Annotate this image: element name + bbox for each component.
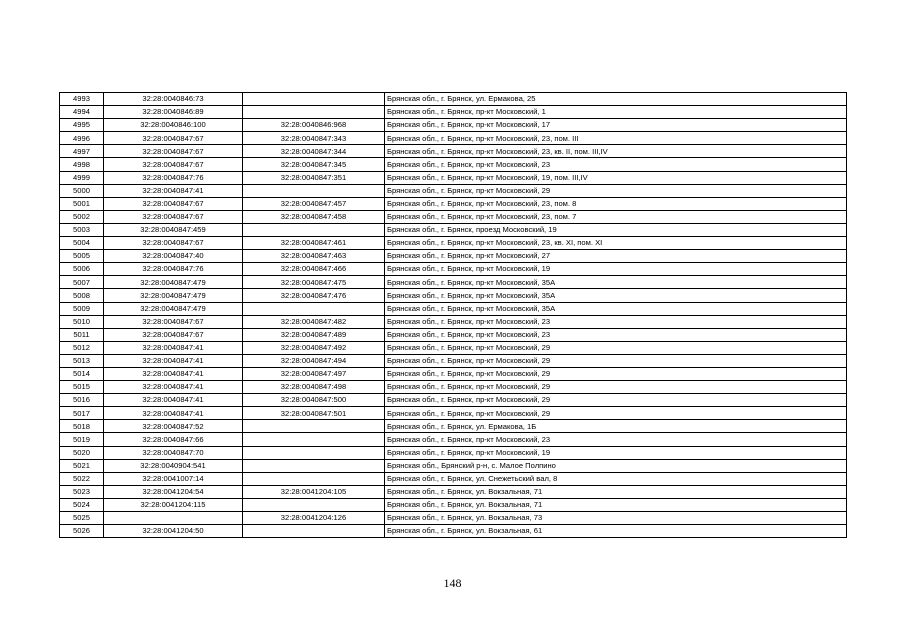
premises-cadastral-number-cell <box>243 472 385 485</box>
row-number-cell: 5009 <box>60 302 104 315</box>
row-number-cell: 4999 <box>60 171 104 184</box>
premises-cadastral-number-cell <box>243 420 385 433</box>
address-cell: Брянская обл., г. Брянск, пр-кт Московский, 19 <box>385 263 847 276</box>
premises-cadastral-number-cell <box>243 184 385 197</box>
cadastral-number-cell: 32:28:0040847:67 <box>104 145 243 158</box>
cadastral-number-cell: 32:28:0040847:479 <box>104 276 243 289</box>
address-cell: Брянская обл., г. Брянск, пр-кт Московский, 23 <box>385 433 847 446</box>
address-cell: Брянская обл., г. Брянск, пр-кт Московский, 23, кв. II, пом. III,IV <box>385 145 847 158</box>
address-cell: Брянская обл., г. Брянск, пр-кт Московский, 19, пом. III,IV <box>385 171 847 184</box>
registry-table-body <box>60 93 847 538</box>
table-row <box>60 485 847 498</box>
premises-cadastral-number-cell <box>243 459 385 472</box>
cadastral-number-cell: 32:28:0040847:76 <box>104 263 243 276</box>
premises-cadastral-number-cell: 32:28:0040847:343 <box>243 132 385 145</box>
table-row <box>60 354 847 367</box>
table-row <box>60 197 847 210</box>
table-row <box>60 512 847 525</box>
cadastral-number-cell: 32:28:0040847:479 <box>104 302 243 315</box>
row-number-cell: 5013 <box>60 354 104 367</box>
row-number-cell: 5008 <box>60 289 104 302</box>
row-number-cell: 5019 <box>60 433 104 446</box>
address-cell: Брянская обл., г. Брянск, ул. Снежетьский вал, 8 <box>385 472 847 485</box>
table-row <box>60 328 847 341</box>
address-cell: Брянская обл., г. Брянск, ул. Ермакова, 1Б <box>385 420 847 433</box>
row-number-cell: 5022 <box>60 472 104 485</box>
premises-cadastral-number-cell: 32:28:0040847:501 <box>243 407 385 420</box>
table-row <box>60 289 847 302</box>
row-number-cell: 5005 <box>60 250 104 263</box>
address-cell: Брянская обл., г. Брянск, пр-кт Московский, 23, пом. III <box>385 132 847 145</box>
row-number-cell: 5025 <box>60 512 104 525</box>
cadastral-number-cell: 32:28:0040847:459 <box>104 223 243 236</box>
cadastral-number-cell: 32:28:0040847:41 <box>104 407 243 420</box>
row-number-cell: 5000 <box>60 184 104 197</box>
row-number-cell: 5024 <box>60 498 104 511</box>
address-cell: Брянская обл., г. Брянск, пр-кт Московский, 35А <box>385 289 847 302</box>
page-number: 148 <box>443 576 462 590</box>
table-row <box>60 276 847 289</box>
cadastral-number-cell: 32:28:0040847:67 <box>104 158 243 171</box>
premises-cadastral-number-cell: 32:28:0040847:497 <box>243 367 385 380</box>
premises-cadastral-number-cell: 32:28:0040847:476 <box>243 289 385 302</box>
address-cell: Брянская обл., г. Брянск, пр-кт Московский, 19 <box>385 446 847 459</box>
address-cell: Брянская обл., г. Брянск, ул. Вокзальная, 71 <box>385 498 847 511</box>
cadastral-number-cell: 32:28:0040847:40 <box>104 250 243 263</box>
cadastral-number-cell: 32:28:0040846:89 <box>104 106 243 119</box>
cadastral-number-cell: 32:28:0040847:52 <box>104 420 243 433</box>
premises-cadastral-number-cell: 32:28:0040847:482 <box>243 315 385 328</box>
table-row <box>60 119 847 132</box>
row-number-cell: 5016 <box>60 394 104 407</box>
row-number-cell: 5007 <box>60 276 104 289</box>
table-row <box>60 171 847 184</box>
cadastral-number-cell: 32:28:0040847:41 <box>104 367 243 380</box>
premises-cadastral-number-cell: 32:28:0041204:105 <box>243 485 385 498</box>
cadastral-number-cell: 32:28:0040847:41 <box>104 394 243 407</box>
premises-cadastral-number-cell: 32:28:0040847:457 <box>243 197 385 210</box>
table-row <box>60 341 847 354</box>
table-row <box>60 184 847 197</box>
table-row <box>60 433 847 446</box>
cadastral-number-cell: 32:28:0040847:41 <box>104 381 243 394</box>
cadastral-number-cell: 32:28:0040847:41 <box>104 354 243 367</box>
premises-cadastral-number-cell: 32:28:0040847:475 <box>243 276 385 289</box>
premises-cadastral-number-cell <box>243 223 385 236</box>
premises-cadastral-number-cell <box>243 498 385 511</box>
address-cell: Брянская обл., г. Брянск, ул. Вокзальная, 71 <box>385 485 847 498</box>
premises-cadastral-number-cell <box>243 106 385 119</box>
premises-cadastral-number-cell: 32:28:0040847:489 <box>243 328 385 341</box>
premises-cadastral-number-cell: 32:28:0040846:968 <box>243 119 385 132</box>
row-number-cell: 4996 <box>60 132 104 145</box>
address-cell: Брянская обл., г. Брянск, пр-кт Московский, 17 <box>385 119 847 132</box>
row-number-cell: 5003 <box>60 223 104 236</box>
cadastral-number-cell: 32:28:0040847:67 <box>104 328 243 341</box>
address-cell: Брянская обл., г. Брянск, пр-кт Московский, 35А <box>385 276 847 289</box>
address-cell: Брянская обл., г. Брянск, проезд Московский, 19 <box>385 223 847 236</box>
cadastral-number-cell: 32:28:0040847:76 <box>104 171 243 184</box>
address-cell: Брянская обл., г. Брянск, пр-кт Московский, 29 <box>385 381 847 394</box>
address-cell: Брянская обл., г. Брянск, пр-кт Московский, 1 <box>385 106 847 119</box>
address-cell: Брянская обл., г. Брянск, пр-кт Московский, 29 <box>385 407 847 420</box>
premises-cadastral-number-cell: 32:28:0040847:345 <box>243 158 385 171</box>
table-row <box>60 472 847 485</box>
row-number-cell: 5012 <box>60 341 104 354</box>
premises-cadastral-number-cell: 32:28:0040847:498 <box>243 381 385 394</box>
address-cell: Брянская обл., г. Брянск, пр-кт Московский, 23, кв. XI, пом. XI <box>385 237 847 250</box>
row-number-cell: 5010 <box>60 315 104 328</box>
cadastral-number-cell: 32:28:0040847:479 <box>104 289 243 302</box>
row-number-cell: 5023 <box>60 485 104 498</box>
address-cell: Брянская обл., г. Брянск, пр-кт Московский, 29 <box>385 341 847 354</box>
row-number-cell: 5018 <box>60 420 104 433</box>
table-row <box>60 315 847 328</box>
address-cell: Брянская обл., Брянский р-н, с. Малое Полпино <box>385 459 847 472</box>
table-row <box>60 420 847 433</box>
row-number-cell: 5001 <box>60 197 104 210</box>
premises-cadastral-number-cell: 32:28:0040847:494 <box>243 354 385 367</box>
address-cell: Брянская обл., г. Брянск, ул. Ермакова, 25 <box>385 93 847 106</box>
cadastral-number-cell: 32:28:0040847:66 <box>104 433 243 446</box>
row-number-cell: 5020 <box>60 446 104 459</box>
table-row <box>60 210 847 223</box>
address-cell: Брянская обл., г. Брянск, ул. Вокзальная, 61 <box>385 525 847 538</box>
premises-cadastral-number-cell: 32:28:0040847:500 <box>243 394 385 407</box>
cadastral-number-cell: 32:28:0041204:115 <box>104 498 243 511</box>
cadastral-number-cell: 32:28:0040846:100 <box>104 119 243 132</box>
table-row <box>60 302 847 315</box>
address-cell: Брянская обл., г. Брянск, пр-кт Московский, 29 <box>385 354 847 367</box>
cadastral-number-cell: 32:28:0040847:41 <box>104 184 243 197</box>
premises-cadastral-number-cell <box>243 433 385 446</box>
premises-cadastral-number-cell <box>243 446 385 459</box>
cadastral-number-cell: 32:28:0040847:67 <box>104 210 243 223</box>
address-cell: Брянская обл., г. Брянск, пр-кт Московский, 23, пом. 8 <box>385 197 847 210</box>
premises-cadastral-number-cell <box>243 93 385 106</box>
table-row <box>60 132 847 145</box>
table-row <box>60 367 847 380</box>
cadastral-number-cell: 32:28:0040847:67 <box>104 315 243 328</box>
premises-cadastral-number-cell: 32:28:0041204:126 <box>243 512 385 525</box>
row-number-cell: 4995 <box>60 119 104 132</box>
cadastral-number-cell: 32:28:0041204:54 <box>104 485 243 498</box>
cadastral-number-cell: 32:28:0040847:67 <box>104 237 243 250</box>
row-number-cell: 5026 <box>60 525 104 538</box>
cadastral-number-cell: 32:28:0040847:67 <box>104 132 243 145</box>
table-row <box>60 525 847 538</box>
address-cell: Брянская обл., г. Брянск, пр-кт Московский, 23 <box>385 315 847 328</box>
table-row <box>60 381 847 394</box>
table-row <box>60 223 847 236</box>
premises-cadastral-number-cell <box>243 525 385 538</box>
address-cell: Брянская обл., г. Брянск, пр-кт Московский, 27 <box>385 250 847 263</box>
row-number-cell: 5011 <box>60 328 104 341</box>
address-cell: Брянская обл., г. Брянск, пр-кт Московский, 29 <box>385 367 847 380</box>
row-number-cell: 5004 <box>60 237 104 250</box>
row-number-cell: 4998 <box>60 158 104 171</box>
table-row <box>60 446 847 459</box>
row-number-cell: 5006 <box>60 263 104 276</box>
cadastral-number-cell: 32:28:0040904:541 <box>104 459 243 472</box>
premises-cadastral-number-cell: 32:28:0040847:458 <box>243 210 385 223</box>
row-number-cell: 4994 <box>60 106 104 119</box>
premises-cadastral-number-cell: 32:28:0040847:344 <box>243 145 385 158</box>
row-number-cell: 4993 <box>60 93 104 106</box>
cadastral-number-cell <box>104 512 243 525</box>
address-cell: Брянская обл., г. Брянск, пр-кт Московский, 35А <box>385 302 847 315</box>
table-row <box>60 498 847 511</box>
address-cell: Брянская обл., г. Брянск, ул. Вокзальная, 73 <box>385 512 847 525</box>
address-cell: Брянская обл., г. Брянск, пр-кт Московский, 23 <box>385 158 847 171</box>
row-number-cell: 5017 <box>60 407 104 420</box>
address-cell: Брянская обл., г. Брянск, пр-кт Московский, 29 <box>385 184 847 197</box>
address-cell: Брянская обл., г. Брянск, пр-кт Московский, 29 <box>385 394 847 407</box>
row-number-cell: 4997 <box>60 145 104 158</box>
table-row <box>60 145 847 158</box>
table-row <box>60 158 847 171</box>
row-number-cell: 5014 <box>60 367 104 380</box>
table-row <box>60 237 847 250</box>
table-row <box>60 106 847 119</box>
cadastral-number-cell: 32:28:0041007:14 <box>104 472 243 485</box>
table-row <box>60 250 847 263</box>
registry-table <box>59 92 847 538</box>
row-number-cell: 5002 <box>60 210 104 223</box>
table-row <box>60 407 847 420</box>
address-cell: Брянская обл., г. Брянск, пр-кт Московский, 23 <box>385 328 847 341</box>
premises-cadastral-number-cell: 32:28:0040847:463 <box>243 250 385 263</box>
cadastral-number-cell: 32:28:0041204:50 <box>104 525 243 538</box>
table-row <box>60 394 847 407</box>
premises-cadastral-number-cell: 32:28:0040847:492 <box>243 341 385 354</box>
cadastral-number-cell: 32:28:0040846:73 <box>104 93 243 106</box>
table-row <box>60 93 847 106</box>
row-number-cell: 5015 <box>60 381 104 394</box>
table-row <box>60 459 847 472</box>
cadastral-number-cell: 32:28:0040847:67 <box>104 197 243 210</box>
cadastral-number-cell: 32:28:0040847:70 <box>104 446 243 459</box>
premises-cadastral-number-cell: 32:28:0040847:461 <box>243 237 385 250</box>
row-number-cell: 5021 <box>60 459 104 472</box>
premises-cadastral-number-cell: 32:28:0040847:466 <box>243 263 385 276</box>
premises-cadastral-number-cell: 32:28:0040847:351 <box>243 171 385 184</box>
cadastral-number-cell: 32:28:0040847:41 <box>104 341 243 354</box>
table-row <box>60 263 847 276</box>
premises-cadastral-number-cell <box>243 302 385 315</box>
address-cell: Брянская обл., г. Брянск, пр-кт Московский, 23, пом. 7 <box>385 210 847 223</box>
